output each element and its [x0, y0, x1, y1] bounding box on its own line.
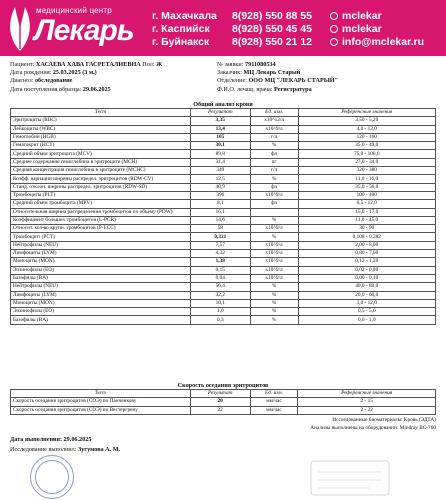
table-row [11, 208, 436, 216]
unit-value: % [250, 233, 298, 241]
result-value: 1,0 [190, 308, 250, 316]
col-header-test: Тест [11, 390, 191, 398]
result-value: 58 [190, 225, 250, 233]
test-name: Эритроциты (RBC) [11, 117, 191, 125]
table-row [11, 225, 436, 233]
result-value: 20 [190, 398, 250, 406]
received-label: Дата поступления образца: [10, 85, 82, 93]
result-value: 14,6 [190, 216, 250, 224]
table-row [11, 398, 436, 406]
table-row [11, 258, 436, 266]
table-row [11, 216, 436, 224]
clinic-tagline: медицинский центр [36, 6, 112, 15]
table-row [11, 150, 436, 158]
result-value: 0,321 [190, 233, 250, 241]
result-value: 16,1 [190, 208, 250, 216]
reference-range: 3,50 - 5,20 [298, 117, 435, 125]
unit-value: % [250, 216, 298, 224]
test-name: Лимфоциты (LYM) [11, 250, 191, 258]
reference-range: 0,02 - 0,80 [298, 266, 435, 274]
test-name: Гемоглобин (HGB) [11, 133, 191, 141]
table-row [11, 274, 436, 282]
test-name: Нейтрофилы (NEU) [11, 241, 191, 249]
reference-range: 0,5 - 5,0 [298, 308, 435, 316]
city-list [152, 10, 217, 49]
col-header-unit: Ед. изм. [250, 109, 298, 117]
test-name: Относит. кол-во крупн. тромбоцитов (P-LCC) [11, 225, 191, 233]
performer-name: Зугумова А. М. [77, 446, 121, 453]
reference-range: 11,0 - 45,0 [298, 216, 435, 224]
unit-value: % [250, 283, 298, 291]
order-label: № заявки: [217, 61, 244, 68]
doctor-label: Ф.И.О. лечащ. врача: [217, 85, 273, 93]
result-value: 89,8 [190, 150, 250, 158]
test-name: Моноциты (MON) [11, 299, 191, 307]
table-row [11, 250, 436, 258]
table-row [11, 291, 436, 299]
unit-value: % [250, 299, 298, 307]
reference-range: 320 - 380 [298, 167, 435, 175]
result-value: 10,1 [190, 299, 250, 307]
phone-list [232, 10, 312, 49]
col-header-reference: Референсные значения [298, 109, 435, 117]
received-date: 29.06.2025 [82, 85, 111, 93]
contact-list [330, 10, 424, 49]
table-row [11, 200, 436, 208]
reference-range: 3,0 - 12,0 [298, 299, 435, 307]
email-icon [330, 38, 338, 46]
reference-range: 2 - 22 [298, 406, 436, 414]
result-value: 56,4 [190, 283, 250, 291]
diagnosis-value: обследование [34, 77, 73, 85]
unit-value: х10^9/л [250, 125, 298, 133]
unit-value: % [250, 175, 298, 183]
instagram-icon [330, 12, 338, 20]
test-name: Среднее содержание гемоглобина в эритроците (MCH) [11, 158, 191, 166]
test-name: Лейкоциты (WBC) [11, 125, 191, 133]
unit-value: х10^9/л [250, 191, 298, 199]
reference-range: 0,00 - 0,10 [298, 274, 435, 282]
completion-line [10, 436, 91, 443]
phone-item: 8(928) 550 21 12 [232, 36, 312, 48]
test-name: Тромбокрит (PCT) [11, 233, 191, 241]
result-value: 349 [190, 167, 250, 175]
test-name: Относительная ширина распределения тромбоцитов по объему (PDW) [11, 208, 191, 216]
vk-handle: mclekar [342, 23, 382, 35]
unit-value: % [250, 142, 298, 150]
table-row [11, 266, 436, 274]
result-value: 30,1 [190, 142, 250, 150]
table-row [11, 316, 436, 324]
performer-label: Исследование выполнил: [10, 446, 77, 453]
table-row [11, 183, 436, 191]
doctor-value: Регистратура [274, 85, 312, 93]
table-row [11, 117, 436, 125]
unit-value: х10^9/л [250, 241, 298, 249]
clinic-header [0, 0, 446, 56]
patient-info [10, 61, 440, 94]
customer-label: Заказчик: [217, 69, 242, 77]
table-row [11, 167, 436, 175]
reference-range: 30 - 90 [298, 225, 435, 233]
table-row [11, 406, 436, 414]
reference-range: 0,80 - 7,00 [298, 250, 435, 258]
patient-sex-label: Пол: [142, 61, 155, 68]
table-row [11, 191, 436, 199]
reference-range: 100 - 400 [298, 191, 435, 199]
unit-value: мм/час [250, 398, 298, 406]
col-header-result: Результат [190, 109, 250, 117]
analyzer-note: Анализы выполнены на оборудовании: Mindray BC-760 [310, 425, 436, 431]
reference-range: 27,0 - 34,0 [298, 158, 435, 166]
unit-value: фл [250, 150, 298, 158]
reference-range: 75,0 - 100,0 [298, 150, 435, 158]
result-value: 7,57 [190, 241, 250, 249]
department-label: Отделение: [217, 77, 247, 85]
test-name: Эозинофилы (EO) [11, 266, 191, 274]
test-name: Тромбоциты (PLT) [11, 191, 191, 199]
reference-range: 0,0 - 1,0 [298, 316, 435, 324]
city-item: г. Махачкала [152, 10, 217, 22]
email-contact [330, 36, 424, 49]
result-value: 0,3 [190, 316, 250, 324]
unit-value: фл [250, 200, 298, 208]
clinic-brand: Лекарь [34, 14, 134, 47]
diagnosis-label: Диагноз: [10, 77, 34, 85]
test-name: Скорость оседания эритроцитов (СОЭ) по Вестергрену [11, 406, 191, 414]
result-value: 396 [190, 191, 250, 199]
unit-value: % [250, 316, 298, 324]
reference-range: 15,0 - 17,0 [298, 208, 435, 216]
unit-value: % [250, 291, 298, 299]
table-row [11, 283, 436, 291]
unit-value [250, 208, 298, 216]
reference-range: 0,108 - 0,282 [298, 233, 435, 241]
department-value: ООО МЦ "ЛЕКАРЬ СТАРЫЙ" [248, 77, 339, 85]
result-value: 32,2 [190, 291, 250, 299]
unit-value: % [250, 308, 298, 316]
test-name: Базофилы (BA) [11, 274, 191, 282]
reference-range: 2 - 15 [298, 398, 436, 406]
patient-name-label: Пациент: [10, 61, 35, 68]
test-name: Скорость оседания эритроцитов (СОЭ) по Панченкову [11, 398, 191, 406]
unit-value: х10^9/л [250, 266, 298, 274]
reference-range: 35,0 - 49,0 [298, 142, 435, 150]
result-value: 22 [190, 406, 250, 414]
esr-table [10, 381, 436, 415]
test-name: Коэффициент больших тромбоцитов (L-PCR) [11, 216, 191, 224]
test-name: Эозинофилы (EO) [11, 308, 191, 316]
done-date: 29.06.2025 [63, 436, 92, 443]
table-row [11, 233, 436, 241]
reference-range: 35,0 - 56,0 [298, 183, 435, 191]
unit-value: х10^9/л [250, 225, 298, 233]
reference-range: 4,0 - 12,0 [298, 125, 435, 133]
test-name: Моноциты (MON) [11, 258, 191, 266]
unit-value: х10^12/л [250, 117, 298, 125]
col-header-unit: Ед. изм. [250, 390, 298, 398]
patient-name: ХАСАЕВА ХАВА ГАСРЕТАЛИЕВНА [35, 61, 141, 68]
test-name: Средняя концентрация гемоглобина в эритроците (MCHC) [11, 167, 191, 175]
cbc-title: Общий анализ крови [193, 100, 253, 108]
unit-value: г/л [250, 167, 298, 175]
city-item: г. Буйнакск [152, 36, 210, 48]
col-header-test: Тест [11, 109, 191, 117]
result-value: 4,32 [190, 250, 250, 258]
dob-value: 25.03.2025 (3 м.) [52, 69, 97, 77]
result-value: 40,9 [190, 183, 250, 191]
result-value: 3,35 [190, 117, 250, 125]
reference-range: 6,5 - 12,0 [298, 200, 435, 208]
reference-range: 0,12 - 1,20 [298, 258, 435, 266]
result-value: 0,04 [190, 274, 250, 282]
result-value: 105 [190, 133, 250, 141]
phone-item: 8(928) 550 88 55 [232, 10, 312, 22]
test-name: Гематокрит (HCT) [11, 142, 191, 150]
reference-range: 40,0 - 80,0 [298, 283, 435, 291]
esr-title: Скорость оседания эритроцитов [177, 381, 269, 389]
test-name: Базофилы (BA) [11, 316, 191, 324]
result-value: 13,4 [190, 125, 250, 133]
result-value: 8,1 [190, 200, 250, 208]
unit-value: пг [250, 158, 298, 166]
unit-value: фл [250, 183, 298, 191]
table-row [11, 142, 436, 150]
table-row [11, 308, 436, 316]
leaf-logo-icon [7, 3, 33, 53]
test-name: Лимфоциты (LYM) [11, 291, 191, 299]
unit-value: х10^9/л [250, 274, 298, 282]
table-row [11, 299, 436, 307]
table-row [11, 133, 436, 141]
performer-line [10, 446, 120, 453]
instagram-handle: mclekar [342, 10, 382, 22]
unit-value: х10^9/л [250, 258, 298, 266]
result-value: 1,38 [190, 258, 250, 266]
dob-label: Дата рождения: [10, 69, 52, 77]
reference-range: 2,00 - 8,00 [298, 241, 435, 249]
unit-value: мм/час [250, 406, 298, 414]
table-row [11, 241, 436, 249]
result-value: 0,15 [190, 266, 250, 274]
unit-value: х10^9/л [250, 250, 298, 258]
customer-value: МЦ Лекарь Старый [243, 69, 301, 77]
table-row [11, 125, 436, 133]
patient-sex: Ж [156, 61, 163, 68]
test-name: Средний объем эритроцита (MCV) [11, 150, 191, 158]
test-name: Средний объем тромбоцита (MPV) [11, 200, 191, 208]
test-name: Нейтрофилы (NEU) [11, 283, 191, 291]
result-value: 12,5 [190, 175, 250, 183]
phone-item: 8(928) 550 45 45 [232, 23, 312, 35]
order-number: 7911080534 [245, 61, 276, 68]
vk-contact [330, 23, 424, 36]
test-name: Станд. отклон. ширины распредел. эритроцитов (RDW-SD) [11, 183, 191, 191]
biomaterial-note: Исследованные биоматериалы: Кровь (ЭДТА) [332, 417, 436, 423]
reference-range: 11,0 - 16,0 [298, 175, 435, 183]
table-row [11, 158, 436, 166]
col-header-reference: Референсные значения [298, 390, 436, 398]
test-name: Коэфф. вариации ширины распредел. эритроцитов (RDW-CV) [11, 175, 191, 183]
round-stamp-inner [35, 460, 69, 494]
table-row [11, 175, 436, 183]
reference-range: 120 - 160 [298, 133, 435, 141]
unit-value: г/л [250, 133, 298, 141]
done-label: Дата выполнения: [10, 436, 63, 443]
seal-watermark [310, 460, 390, 496]
email-address: info@mclekar.ru [342, 36, 425, 48]
instagram-contact [330, 10, 424, 23]
result-value: 31,4 [190, 158, 250, 166]
cbc-table [10, 100, 436, 325]
reference-range: 20,0 - 60,0 [298, 291, 435, 299]
city-item: г. Каспийск [152, 23, 210, 35]
col-header-result: Результат [190, 390, 250, 398]
vk-icon [330, 25, 338, 33]
